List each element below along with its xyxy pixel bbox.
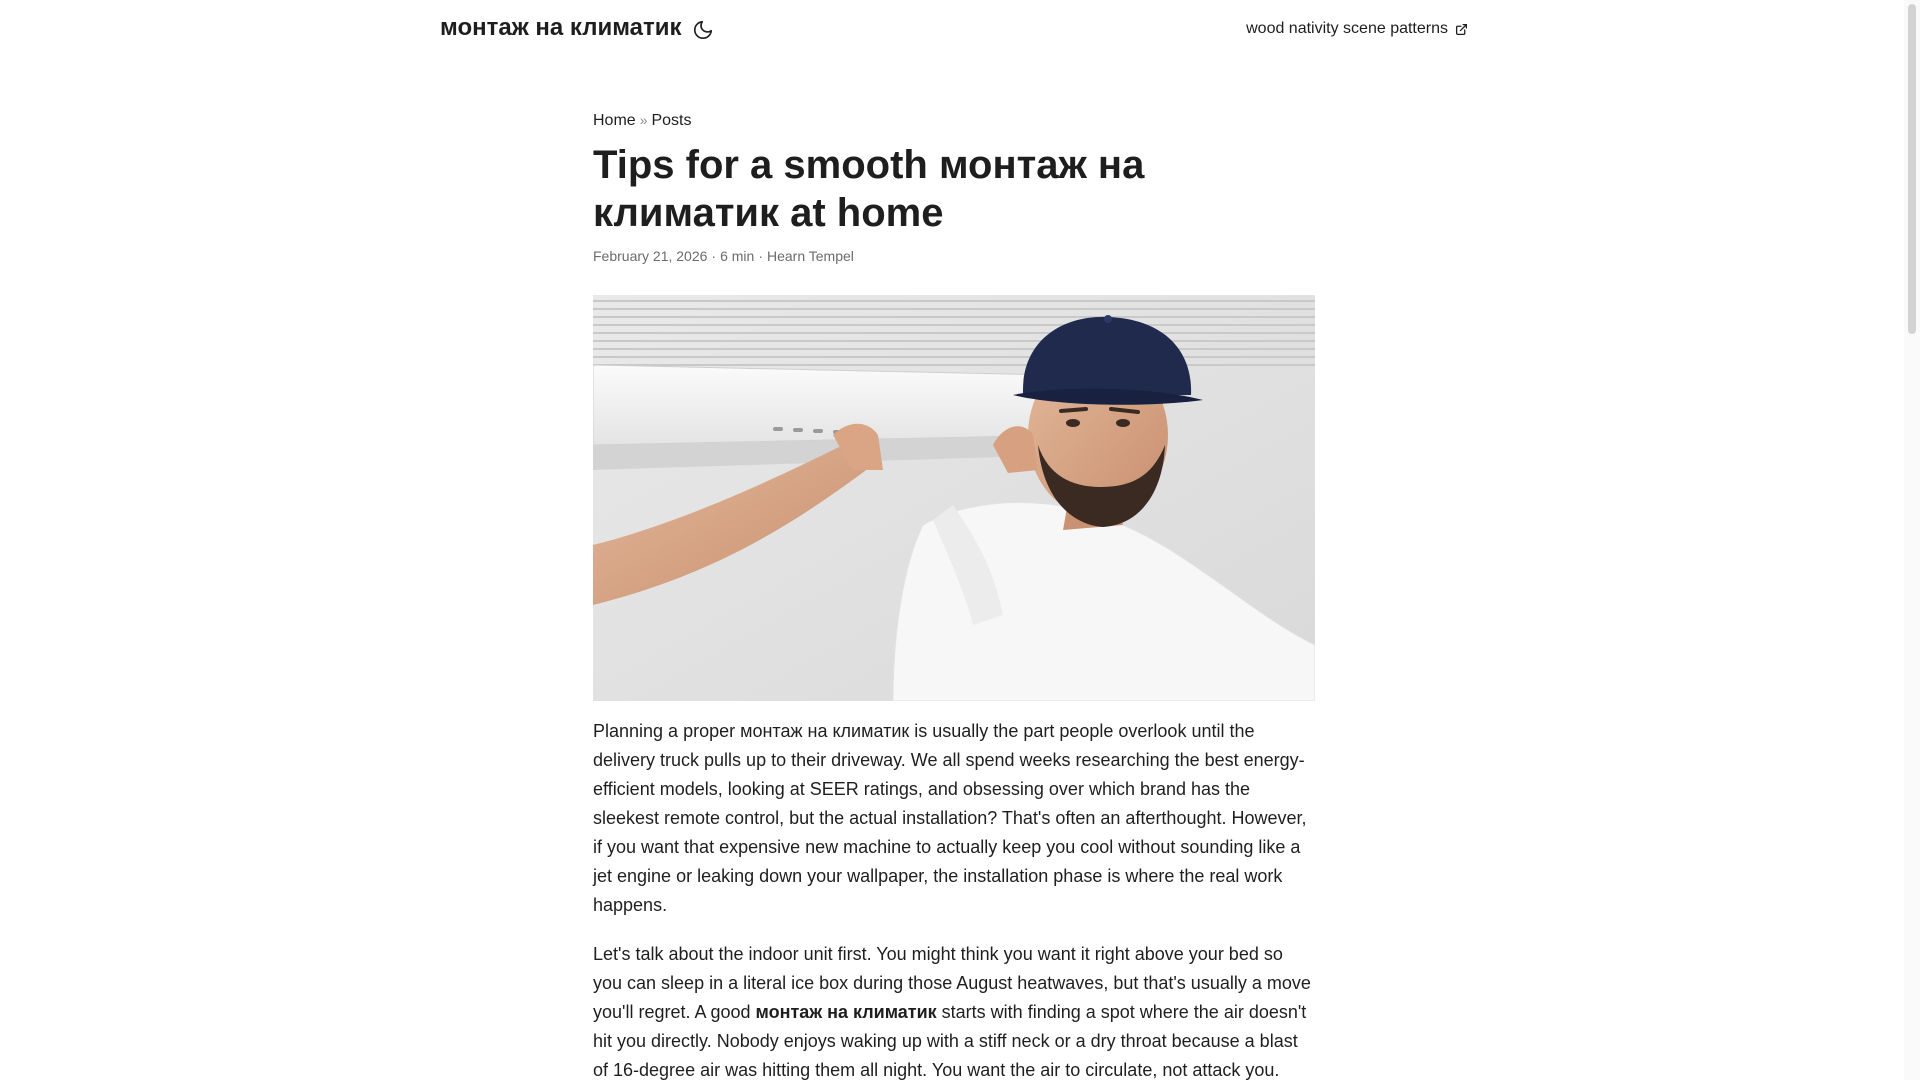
post-read-time: 6 min <box>720 248 755 264</box>
breadcrumb-posts-link[interactable]: Posts <box>651 112 692 129</box>
article <box>593 110 1315 1080</box>
post-content <box>593 717 1315 1080</box>
breadcrumb-home-link[interactable]: Home <box>593 112 636 129</box>
nav-link-label: wood nativity scene patterns <box>1246 20 1448 37</box>
keyword-strong: монтаж на климатик <box>755 1002 937 1022</box>
cover-illustration <box>593 295 1315 701</box>
scrollbar-thumb[interactable] <box>1908 4 1916 334</box>
breadcrumb <box>593 110 1315 131</box>
meta-separator: · <box>711 248 717 264</box>
paragraph <box>593 940 1315 1080</box>
theme-toggle-button[interactable] <box>692 19 714 41</box>
nav-link-wood-nativity[interactable] <box>1246 20 1468 38</box>
post-title: Tips for a smooth монтаж на климатик at home <box>593 143 1145 235</box>
paragraph: Planning a proper монтаж на климатик is usually the part people overlook until the delivery truck pulls up to their driveway. We all spend weeks researching the best energy-efficient models, looking at SEER ratings, and obsessing over which brand has the sleekest remote control, but the actual installation? That's often an afterthought. However, if you want that expensive new machine to actually keep you cool without sounding like a jet engine or leaking down your wallpaper, the installation phase is where the real work happens. <box>593 721 1307 915</box>
external-link-icon <box>1455 23 1468 36</box>
page-scrollbar[interactable] <box>1904 0 1920 1080</box>
paragraph-text: starts with finding a spot where the air doesn't hit you directly. Nobody enjoys waking up with a stiff neck or a dry throat because a blast of 16-degree air was hitting them all night. You want the air to circulate, not attack you. <box>593 1002 1307 1080</box>
breadcrumb-separator: » <box>639 112 648 128</box>
post-meta <box>593 247 1315 265</box>
moon-icon <box>692 19 714 41</box>
paragraph-text: Let's talk about the indoor unit first. You might think you want it right above your bed so you can sleep in a literal ice box during those August heatwaves, but that's usually a move you'll regret. A good <box>593 944 1311 1022</box>
site-header <box>0 0 1904 60</box>
post-author: Hearn Tempel <box>766 248 854 264</box>
post-date: February 21, 2026 <box>593 248 708 264</box>
cover-image <box>593 295 1315 701</box>
site-logo-link[interactable]: монтаж на климатик <box>440 14 682 41</box>
meta-separator: · <box>758 248 763 264</box>
